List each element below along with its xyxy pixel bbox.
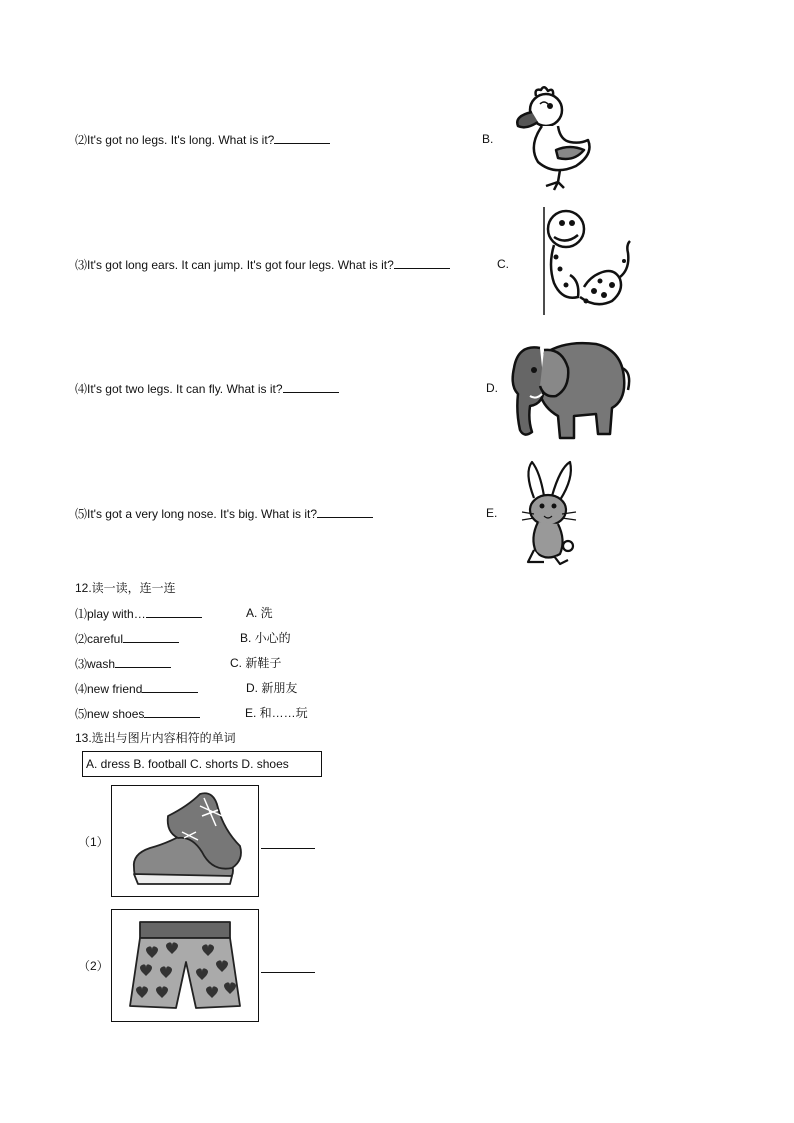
q11-item-2-text: It's got no legs. It's long. What is it?: [87, 133, 275, 147]
rabbit-image: [520, 458, 590, 568]
answer-blank[interactable]: [144, 706, 200, 718]
q12-right-e: E. 和……玩: [245, 706, 308, 720]
q11-option-e: E.: [486, 506, 498, 520]
q12-left-2-label: ⑵careful: [75, 632, 124, 646]
answer-blank[interactable]: [317, 506, 373, 518]
answer-blank[interactable]: [123, 631, 179, 643]
answer-blank[interactable]: [142, 681, 198, 693]
answer-blank[interactable]: [261, 848, 315, 849]
q12-left-3: [75, 656, 171, 671]
duck-image: [508, 84, 598, 192]
q11-item-5: [75, 506, 373, 521]
q12-right-c: C. 新鞋子: [230, 656, 282, 670]
sneakers-image: [112, 786, 258, 896]
q11-item-5-num: ⑸: [75, 507, 88, 521]
q11-item-4-text: It's got two legs. It can fly. What is it?: [87, 382, 283, 396]
answer-blank[interactable]: [261, 972, 315, 973]
q12-left-2: [75, 631, 179, 646]
q13-item-2-num: （2）: [78, 959, 109, 973]
q11-option-c: C.: [497, 257, 509, 271]
word-bank-box: A. dress B. football C. shorts D. shoes: [82, 751, 322, 777]
answer-blank[interactable]: [274, 132, 330, 144]
heart-shorts-image: [112, 910, 258, 1021]
q11-item-5-text: It's got a very long nose. It's big. What is it?: [87, 507, 318, 521]
q11-item-4-num: ⑷: [75, 382, 88, 396]
answer-blank[interactable]: [115, 656, 171, 668]
q12-left-1-label: ⑴play with…: [75, 607, 146, 621]
q12-right-d: D. 新朋友: [246, 681, 298, 695]
q12-left-5: [75, 706, 200, 721]
q11-item-3-num: ⑶: [75, 258, 88, 272]
sneakers-image-frame: [111, 785, 259, 897]
snake-image: [540, 205, 635, 317]
answer-blank[interactable]: [283, 381, 339, 393]
q12-left-3-label: ⑶wash: [75, 657, 116, 671]
answer-blank[interactable]: [146, 606, 202, 618]
q13-item-1-num: （1）: [78, 835, 109, 849]
q12-right-a: A. 洗: [246, 606, 273, 620]
q11-item-3: [75, 257, 450, 272]
elephant-image: [504, 334, 636, 446]
q11-option-b: B.: [482, 132, 494, 146]
answer-blank[interactable]: [394, 257, 450, 269]
q13-title: 13.选出与图片内容相符的单词: [75, 731, 236, 745]
q11-item-2: [75, 132, 330, 147]
q11-item-4: [75, 381, 339, 396]
q12-left-1: [75, 606, 202, 621]
q12-right-b: B. 小心的: [240, 631, 291, 645]
q12-left-4: [75, 681, 198, 696]
q12-left-5-label: ⑸new shoes: [75, 707, 145, 721]
q11-item-2-num: ⑵: [75, 133, 88, 147]
q12-left-4-label: ⑷new friend: [75, 682, 143, 696]
q11-item-3-text: It's got long ears. It can jump. It's got four legs. What is it?: [87, 258, 394, 272]
q11-option-d: D.: [486, 381, 498, 395]
q12-title: 12.读一读，连一连: [75, 581, 176, 595]
shorts-image-frame: [111, 909, 259, 1022]
